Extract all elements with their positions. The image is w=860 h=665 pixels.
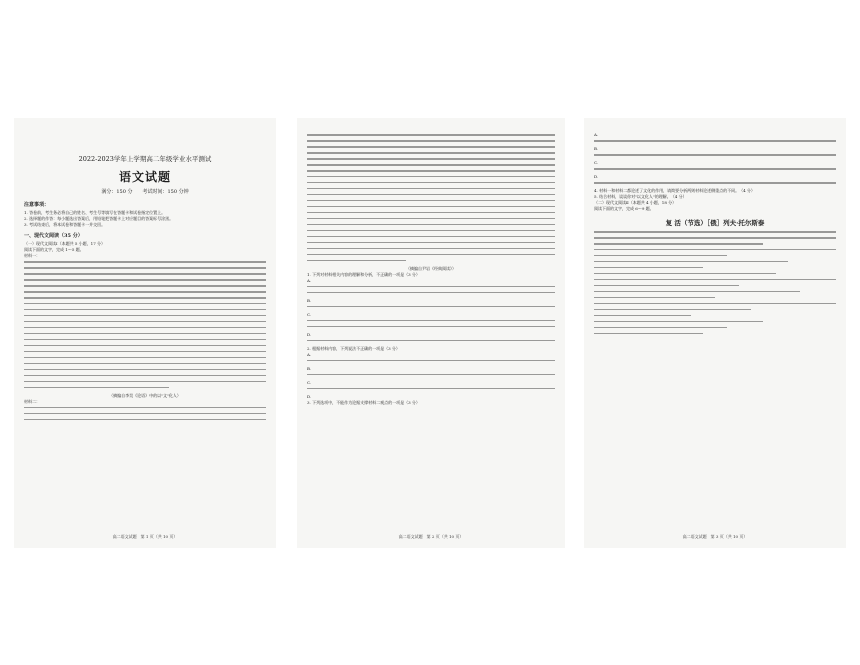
option-d: D. — [307, 393, 312, 399]
notice-line: 1. 答卷前，考生务必将自己的姓名、考生号等填写在答题卡和试卷指定位置上。 — [24, 210, 166, 215]
material-two-text — [24, 407, 266, 421]
option-b: B. — [307, 365, 312, 371]
page-footer: 高二语文试题 第 3 页（共 10 页） — [682, 534, 748, 539]
notice-heading: 注意事项： — [24, 202, 50, 208]
page-footer: 高二语文试题 第 2 页（共 10 页） — [398, 534, 464, 539]
option-c: C. — [307, 379, 312, 385]
question-2: 2. 根据材料内容，下列说法不正确的一项是（3 分） — [307, 345, 400, 351]
subsection-heading: （一）现代文阅读Ⅰ（本题共 5 小题，17 分） — [24, 241, 106, 246]
question-3: 3. 下列选项中，不能作为论据支撑材料二观点的一项是（3 分） — [307, 399, 420, 405]
story-title: 复 活（节选）［俄］列夫·托尔斯泰 — [665, 218, 765, 227]
option-a: A. — [594, 132, 599, 137]
option-b: B. — [594, 145, 599, 151]
material-one-text — [24, 261, 266, 388]
question-1: 1. 下列对材料相关内容的理解和分析，不正确的一项是（3 分） — [307, 271, 420, 277]
question-4: 4. 材料一和材料二都论述了文化的作用，请简要分析两则材料论述侧重点的不同。（4 分） — [594, 187, 755, 193]
exam-title: 2022-2023学年上学期高二年级学业水平测试 — [78, 155, 212, 163]
instruction: 阅读下面的文字，完成 1～5 题。 — [24, 247, 84, 252]
option-b: B. — [307, 297, 312, 303]
source-note: （摘编自李昊《论语》中的以"文"化人） — [109, 392, 181, 398]
instruction: 阅读下面的文字，完成 6～9 题。 — [594, 205, 654, 211]
option-a: A. — [307, 277, 312, 283]
exam-page-2 — [297, 118, 565, 548]
notice-line: 3. 考试结束后，将本试卷和答题卡一并交回。 — [24, 222, 106, 227]
exam-page-3 — [584, 118, 846, 548]
exam-page-1 — [14, 118, 276, 548]
option-d: D. — [594, 173, 599, 179]
paper-title: 语文试题 — [118, 170, 171, 184]
source-note: （摘编自尹岩《经典阅读》） — [406, 265, 456, 271]
section-heading: 一、现代文阅读（35 分） — [24, 233, 83, 239]
option-a: A. — [307, 351, 312, 357]
material-label: 材料一： — [24, 253, 40, 258]
subsection-heading: （二）现代文阅读Ⅱ（本题共 4 小题，18 分） — [594, 199, 677, 205]
option-c: C. — [594, 159, 599, 165]
material-label: 材料二： — [24, 398, 40, 404]
page-footer: 高二语文试题 第 1 页（共 10 页） — [112, 534, 178, 539]
material-two-continued — [307, 134, 555, 261]
notice-line: 2. 选择题的作答：每小题选出答案后，用铅笔把答题卡上对应题目的答案标号涂黑。 — [24, 216, 174, 221]
option-c: C. — [307, 311, 312, 317]
option-d: D. — [307, 331, 312, 337]
story-text — [594, 231, 836, 334]
score-time-info: 满分：150 分 考试时间：150 分钟 — [101, 189, 189, 195]
question-5: 5. 结合材料，谈谈你对"以文化人"的理解。（4 分） — [594, 193, 687, 199]
